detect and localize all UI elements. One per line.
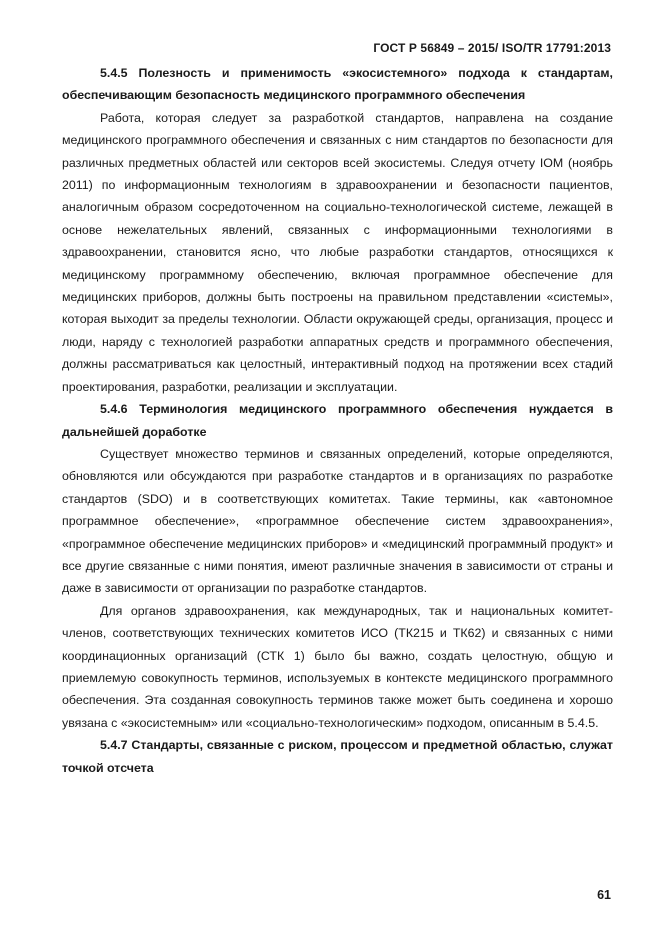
- page-content: [62, 62, 613, 779]
- section-heading-5-4-5: 5.4.5 Полезность и применимость «экосистемного» подхода к стандартам, обеспечивающим безопасность медицинского программного обеспечения: [62, 66, 613, 103]
- section-heading-5-4-7: 5.4.7 Стандарты, связанные с риском, процессом и предметной областью, служат точкой отсчета: [62, 738, 613, 775]
- paragraph: Работа, которая следует за разработкой стандартов, направлена на создание медицинского программного обеспечения и связанных с ним стандартов по безопасности для различных предметных областей или секторов всей экосистемы. Следуя отчету IOM (ноябрь 2011) по информационным технологиям в здравоохранении и безопасности пациентов, аналогичным образом сосредоточенном на социально-технологической системе, лежащей в основе нежелательных явлений, связанных с информационными технологиями в здравоохранении, становится ясно, что любые разработки стандартов, относящихся к медицинскому программному обеспечению, включая программное обеспечение для медицинских приборов, должны быть построены на правильном представлении «системы», которая выходит за пределы технологии. Области окружающей среды, организация, процесс и люди, наряду с технологией разработки аппаратных средств и программного обеспечения, должны рассматриваться как целостный, интерактивный подход на протяжении всех стадий проектирования, разработки, реализации и эксплуатации.: [62, 110, 613, 394]
- paragraph: Для органов здравоохранения, как международных, так и национальных комитет-членов, соответствующих технических комитетов ИСО (ТК215 и ТК62) и связанных с ними координационных организаций (СТК 1) было бы важно, создать целостную, общую и приемлемую совокупность терминов, используемых в контексте медицинского программного обеспечения. Эта созданная совокупность терминов также может быть соединена и хорошо увязана с «экосистемным» или «социально-технологическим» подходом, описанным в 5.4.5.: [62, 603, 613, 730]
- paragraph: Существует множество терминов и связанных определений, которые определяются, обновляются или обсуждаются при разработке стандартов и в организациях по разработке стандартов (SDO) и в соответствующих комитетах. Такие термины, как «автономное программное обеспечение», «программное обеспечение систем здравоохранения», «программное обеспечение медицинских приборов» и «медицинский программный продукт» и все другие связанные с ними понятия, имеют различные значения в зависимости от страны и даже в зависимости от организации по разработке стандартов.: [62, 446, 613, 596]
- page-number: 61: [597, 888, 611, 902]
- document-header: ГОСТ Р 56849 – 2015/ ISO/TR 17791:2013: [373, 41, 611, 55]
- section-heading-5-4-6: 5.4.6 Терминология медицинского программного обеспечения нуждается в дальнейшей доработке: [62, 402, 613, 439]
